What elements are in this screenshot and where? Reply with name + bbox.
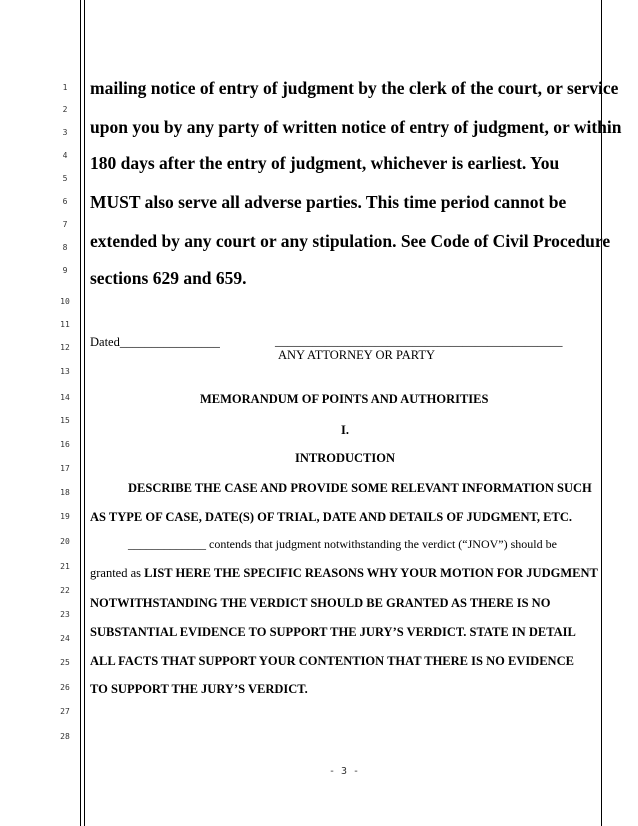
body-line: extended by any court or any stipulation. See Code of Civil Procedure (90, 231, 611, 251)
line-number: 20 (60, 537, 70, 546)
line-number: 6 (62, 197, 68, 206)
line-number: 13 (60, 367, 70, 376)
line-number: 19 (60, 512, 70, 521)
describe-line: AS TYPE OF CASE, DATE(S) OF TRIAL, DATE AND DETAILS OF JUDGMENT, ETC. (90, 510, 573, 524)
line-number: 23 (60, 610, 70, 619)
dated-field: Dated________________ (90, 335, 220, 349)
line-number: 2 (62, 105, 68, 114)
line-number: 12 (60, 343, 70, 352)
body-line: upon you by any party of written notice of entry of judgment, or within (90, 117, 622, 137)
line-number: 25 (60, 658, 70, 667)
line-number: 16 (60, 440, 70, 449)
describe-line: DESCRIBE THE CASE AND PROVIDE SOME RELEVANT INFORMATION SUCH (128, 481, 592, 495)
line-number: 14 (60, 393, 70, 402)
line-number: 15 (60, 416, 70, 425)
body-line: sections 629 and 659. (90, 268, 247, 288)
line-number: 26 (60, 683, 70, 692)
page-number: - 3 - (328, 766, 360, 777)
body-line: MUST also serve all adverse parties. This time period cannot be (90, 192, 567, 212)
line-number: 24 (60, 634, 70, 643)
line-number: 4 (62, 151, 68, 160)
reason-line: ALL FACTS THAT SUPPORT YOUR CONTENTION THAT THERE IS NO EVIDENCE (90, 654, 574, 668)
left-margin-rule-2 (84, 0, 85, 826)
contends-line: _____________ contends that judgment notwithstanding the verdict (“JNOV”) should be (128, 537, 557, 551)
line-number: 28 (60, 732, 70, 741)
line-number: 9 (62, 266, 68, 275)
memorandum-heading: MEMORANDUM OF POINTS AND AUTHORITIES (200, 392, 489, 406)
section-title: INTRODUCTION (295, 451, 396, 465)
line-number: 3 (62, 128, 68, 137)
reason-line: SUBSTANTIAL EVIDENCE TO SUPPORT THE JURY’S VERDICT. STATE IN DETAIL (90, 625, 576, 639)
granted-bold-text: LIST HERE THE SPECIFIC REASONS WHY YOUR MOTION FOR JUDGMENT (144, 566, 598, 580)
line-number: 8 (62, 243, 68, 252)
body-line: mailing notice of entry of judgment by the clerk of the court, or service (90, 78, 619, 98)
section-number: I. (341, 423, 349, 437)
signature-caption: ANY ATTORNEY OR PARTY (278, 348, 436, 362)
line-number: 18 (60, 488, 70, 497)
line-number: 22 (60, 586, 70, 595)
line-number: 27 (60, 707, 70, 716)
granted-line (90, 565, 598, 581)
body-line: 180 days after the entry of judgment, whichever is earliest. You (90, 153, 560, 173)
line-number: 5 (62, 174, 68, 183)
line-number: 1 (62, 83, 68, 92)
left-margin-rule-1 (80, 0, 81, 826)
line-number: 21 (60, 562, 70, 571)
reason-line: NOTWITHSTANDING THE VERDICT SHOULD BE GRANTED AS THERE IS NO (90, 596, 551, 610)
granted-prefix: granted as (90, 566, 145, 580)
signature-line: ______________________________________________ (275, 334, 563, 348)
line-number: 17 (60, 464, 70, 473)
line-number: 10 (60, 297, 70, 306)
line-number: 11 (60, 320, 70, 329)
reason-line: TO SUPPORT THE JURY’S VERDICT. (90, 682, 308, 696)
line-number: 7 (62, 220, 68, 229)
